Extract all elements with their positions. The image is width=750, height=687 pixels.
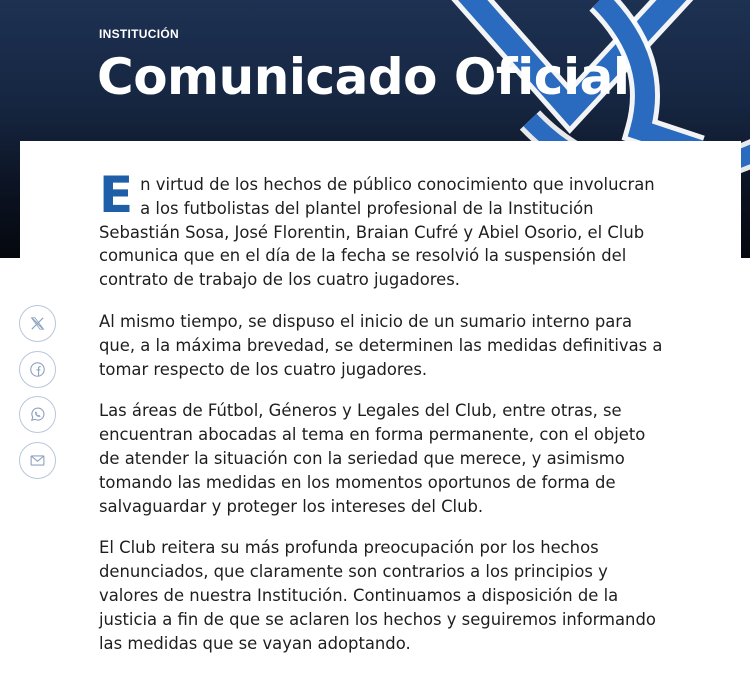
share-whatsapp-button[interactable] <box>19 396 56 433</box>
share-x-button[interactable] <box>19 305 56 342</box>
whatsapp-icon <box>29 406 46 423</box>
x-icon <box>29 315 46 332</box>
share-email-button[interactable] <box>19 442 56 479</box>
facebook-icon <box>29 361 46 378</box>
drop-cap: E <box>99 166 134 224</box>
share-facebook-button[interactable] <box>19 351 56 388</box>
section-kicker: INSTITUCIÓN <box>99 27 179 41</box>
mail-icon <box>29 452 46 469</box>
article-paragraph-text: n virtud de los hechos de público conocimiento que involucran a los futbolistas del plantel profesional de la Institución Sebastián Sosa, José Florentin, Braian Cufré y Abiel Osorio, el Club comunica que en el día de la fecha se resolvió la suspensión del contrato de trabajo de los cuatro jugadores. <box>99 175 655 290</box>
share-bar <box>19 305 56 487</box>
article-paragraph: El Club reitera su más profunda preocupación por los hechos denunciados, que claramente son contrarios a los principios y valores de nuestra Institución. Continuamos a disposición de la justicia a fin de que se aclaren los hechos y seguiremos informando las medidas que se vayan adoptando. <box>99 538 656 653</box>
article-body <box>99 166 664 673</box>
page-title: Comunicado Oficial <box>97 48 630 106</box>
article-paragraph: Las áreas de Fútbol, Géneros y Legales del Club, entre otras, se encuentran abocadas al tema en forma permanente, con el objeto de atender la situación con la seriedad que merece, y asimismo tomando las medidas en los momentos oportunos de forma de salvaguardar y proteger los intereses del Club. <box>99 401 646 516</box>
article-paragraph <box>99 166 664 292</box>
article-paragraph: Al mismo tiempo, se dispuso el inicio de un sumario interno para que, a la máxima brevedad, se determinen las medidas definitivas a tomar respecto de los cuatro jugadores. <box>99 311 663 379</box>
